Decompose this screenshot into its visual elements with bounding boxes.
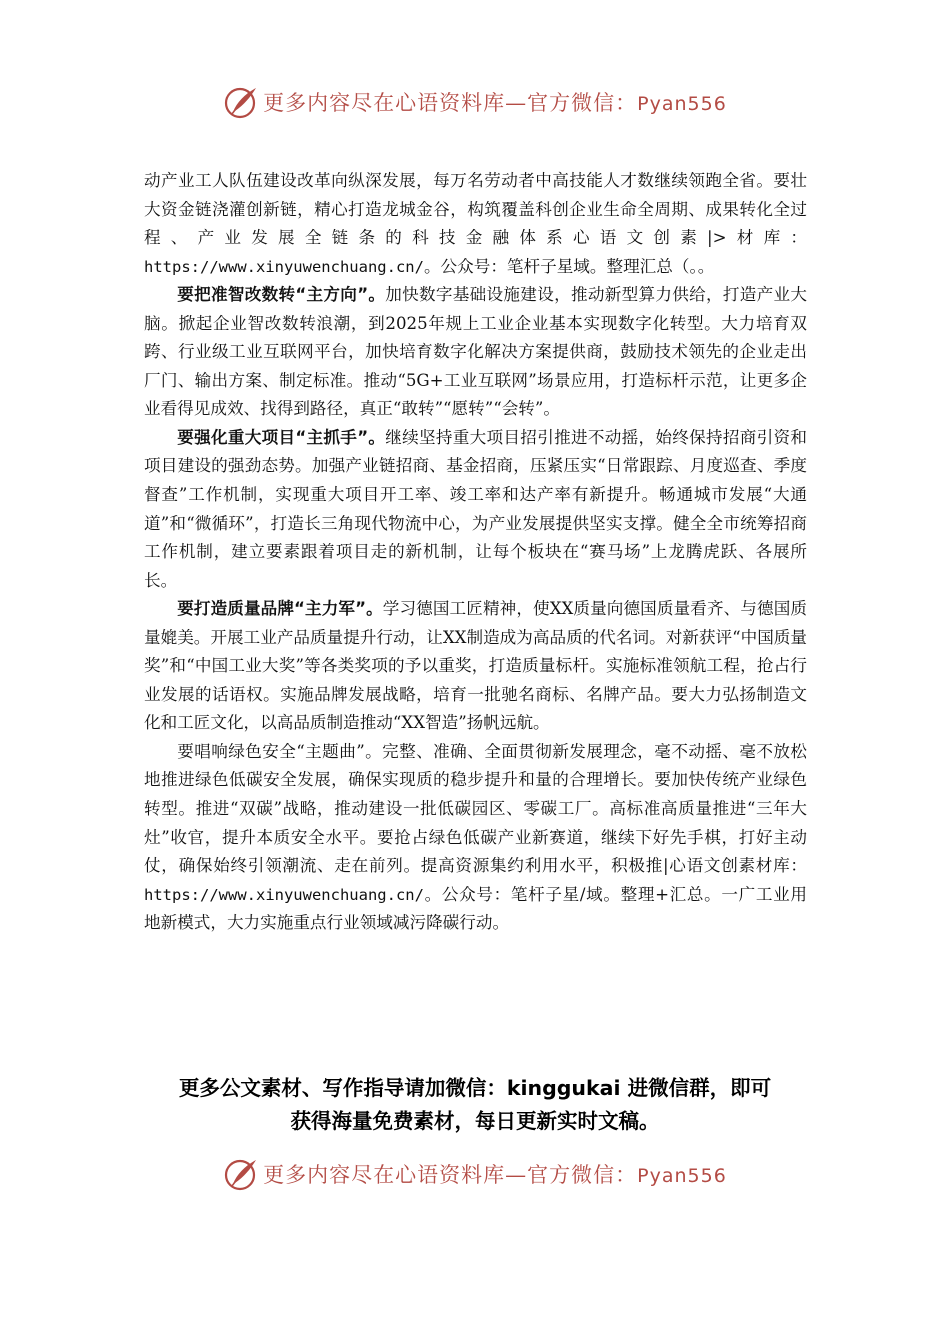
paragraph: 要把准智改数转“主方向”。加快数字基础设施建设，推动新型算力供给，打造产业大脑。掀起企业智改数转浪潮，到2025年规上工业企业基本实现数字化转型。大力培育双跨、行业级工业互联网平台，加快培育数字化解决方案提供商，鼓励技术领先的企业走出厂门、输出方案、制定标准。推动“5G+工业互联网”场景应用，打造标杆示范，让更多企业看得见成效、找得到路径，真正“敢转”“愿转”“会转”。: [144, 285, 807, 419]
paragraph-heading: 要打造质量品牌“主力军”。: [177, 599, 383, 619]
url-text: https://www.xinyuwenchuang.cn/: [144, 257, 424, 276]
footer-banner: [0, 1154, 950, 1194]
notice-line: 更多公文素材、写作指导请加微信：kinggukai 进微信群，即可: [178, 1076, 772, 1100]
wechat-id: Pyan556: [637, 93, 727, 115]
document-body: [144, 167, 807, 938]
wechat-id: Pyan556: [637, 1165, 727, 1187]
paragraph: 动产业工人队伍建设改革向纵深发展，每万名劳动者中高技能人才数继续领跑全省。要壮大资金链浇灌创新链，精心打造龙城金谷，构筑覆盖科创企业生命全周期、成果转化全过程、产业发展全链条的科技金融体系心语文创素|>材库：https://www.xinyuwenchuang.cn/。公众号：笔杆子星域。整理汇总（。。: [144, 171, 807, 276]
promo-notice: [100, 1072, 850, 1138]
paragraph: 要唱响绿色安全“主题曲”。完整、准确、全面贯彻新发展理念，毫不动摇、毫不放松地推进绿色低碳安全发展，确保实现质的稳步提升和量的合理增长。要加快传统产业绿色转型。推进“双碳”战略，推动建设一批低碳园区、零碳工厂。高标准高质量推进“三年大灶”收官，提升本质安全水平。要抢占绿色低碳产业新赛道，继续下好先手棋，打好主动仗，确保始终引领潮流、走在前列。提高资源集约利用水平，积极推|心语文创素材库：https://www.xinyuwenchuang.cn/。公众号：笔杆子星/域。整理+汇总。一广工业用地新模式，大力实施重点行业领域减污降碳行动。: [144, 741, 807, 933]
paragraph-heading: 要强化重大项目“主抓手”。: [177, 427, 386, 447]
paragraph-heading: 要把准智改数转“主方向”。: [177, 285, 386, 305]
notice-line: 获得海量免费素材，每日更新实时文稿。: [290, 1109, 660, 1133]
header-banner: [0, 82, 950, 122]
quill-logo-icon: [223, 84, 259, 120]
banner-text: 更多内容尽在心语资料库—官方微信：Pyan556: [263, 1163, 727, 1187]
paragraph: 要打造质量品牌“主力军”。学习德国工匠精神，使XX质量向德国质量看齐、与德国质量媲美。开展工业产品质量提升行动，让XX制造成为高品质的代名词。对新获评“中国质量奖”和“中国工业大奖”等各类奖项的予以重奖，打造质量标杆。实施标准领航工程，抢占行业发展的话语权。实施品牌发展战略，培育一批驰名商标、名牌产品。要大力弘扬制造文化和工匠文化，以高品质制造推动“XX智造”扬帆远航。: [144, 599, 807, 733]
banner-text: 更多内容尽在心语资料库—官方微信：Pyan556: [263, 91, 727, 115]
paragraph: 要强化重大项目“主抓手”。继续坚持重大项目招引推进不动摇，始终保持招商引资和项目建设的强劲态势。加强产业链招商、基金招商，压紧压实“日常跟踪、月度巡查、季度督查”工作机制，实现重大项目开工率、竣工率和达产率有新提升。畅通城市发展“大通道”和“微循环”，打造长三角现代物流中心，为产业发展提供坚实支撑。健全全市统筹招商工作机制，建立要素跟着项目走的新机制，让每个板块在“赛马场”上龙腾虎跃、各展所长。: [144, 427, 807, 590]
quill-logo-icon: [223, 1156, 259, 1192]
url-text: https://www.xinyuwenchuang.cn/: [144, 885, 424, 904]
